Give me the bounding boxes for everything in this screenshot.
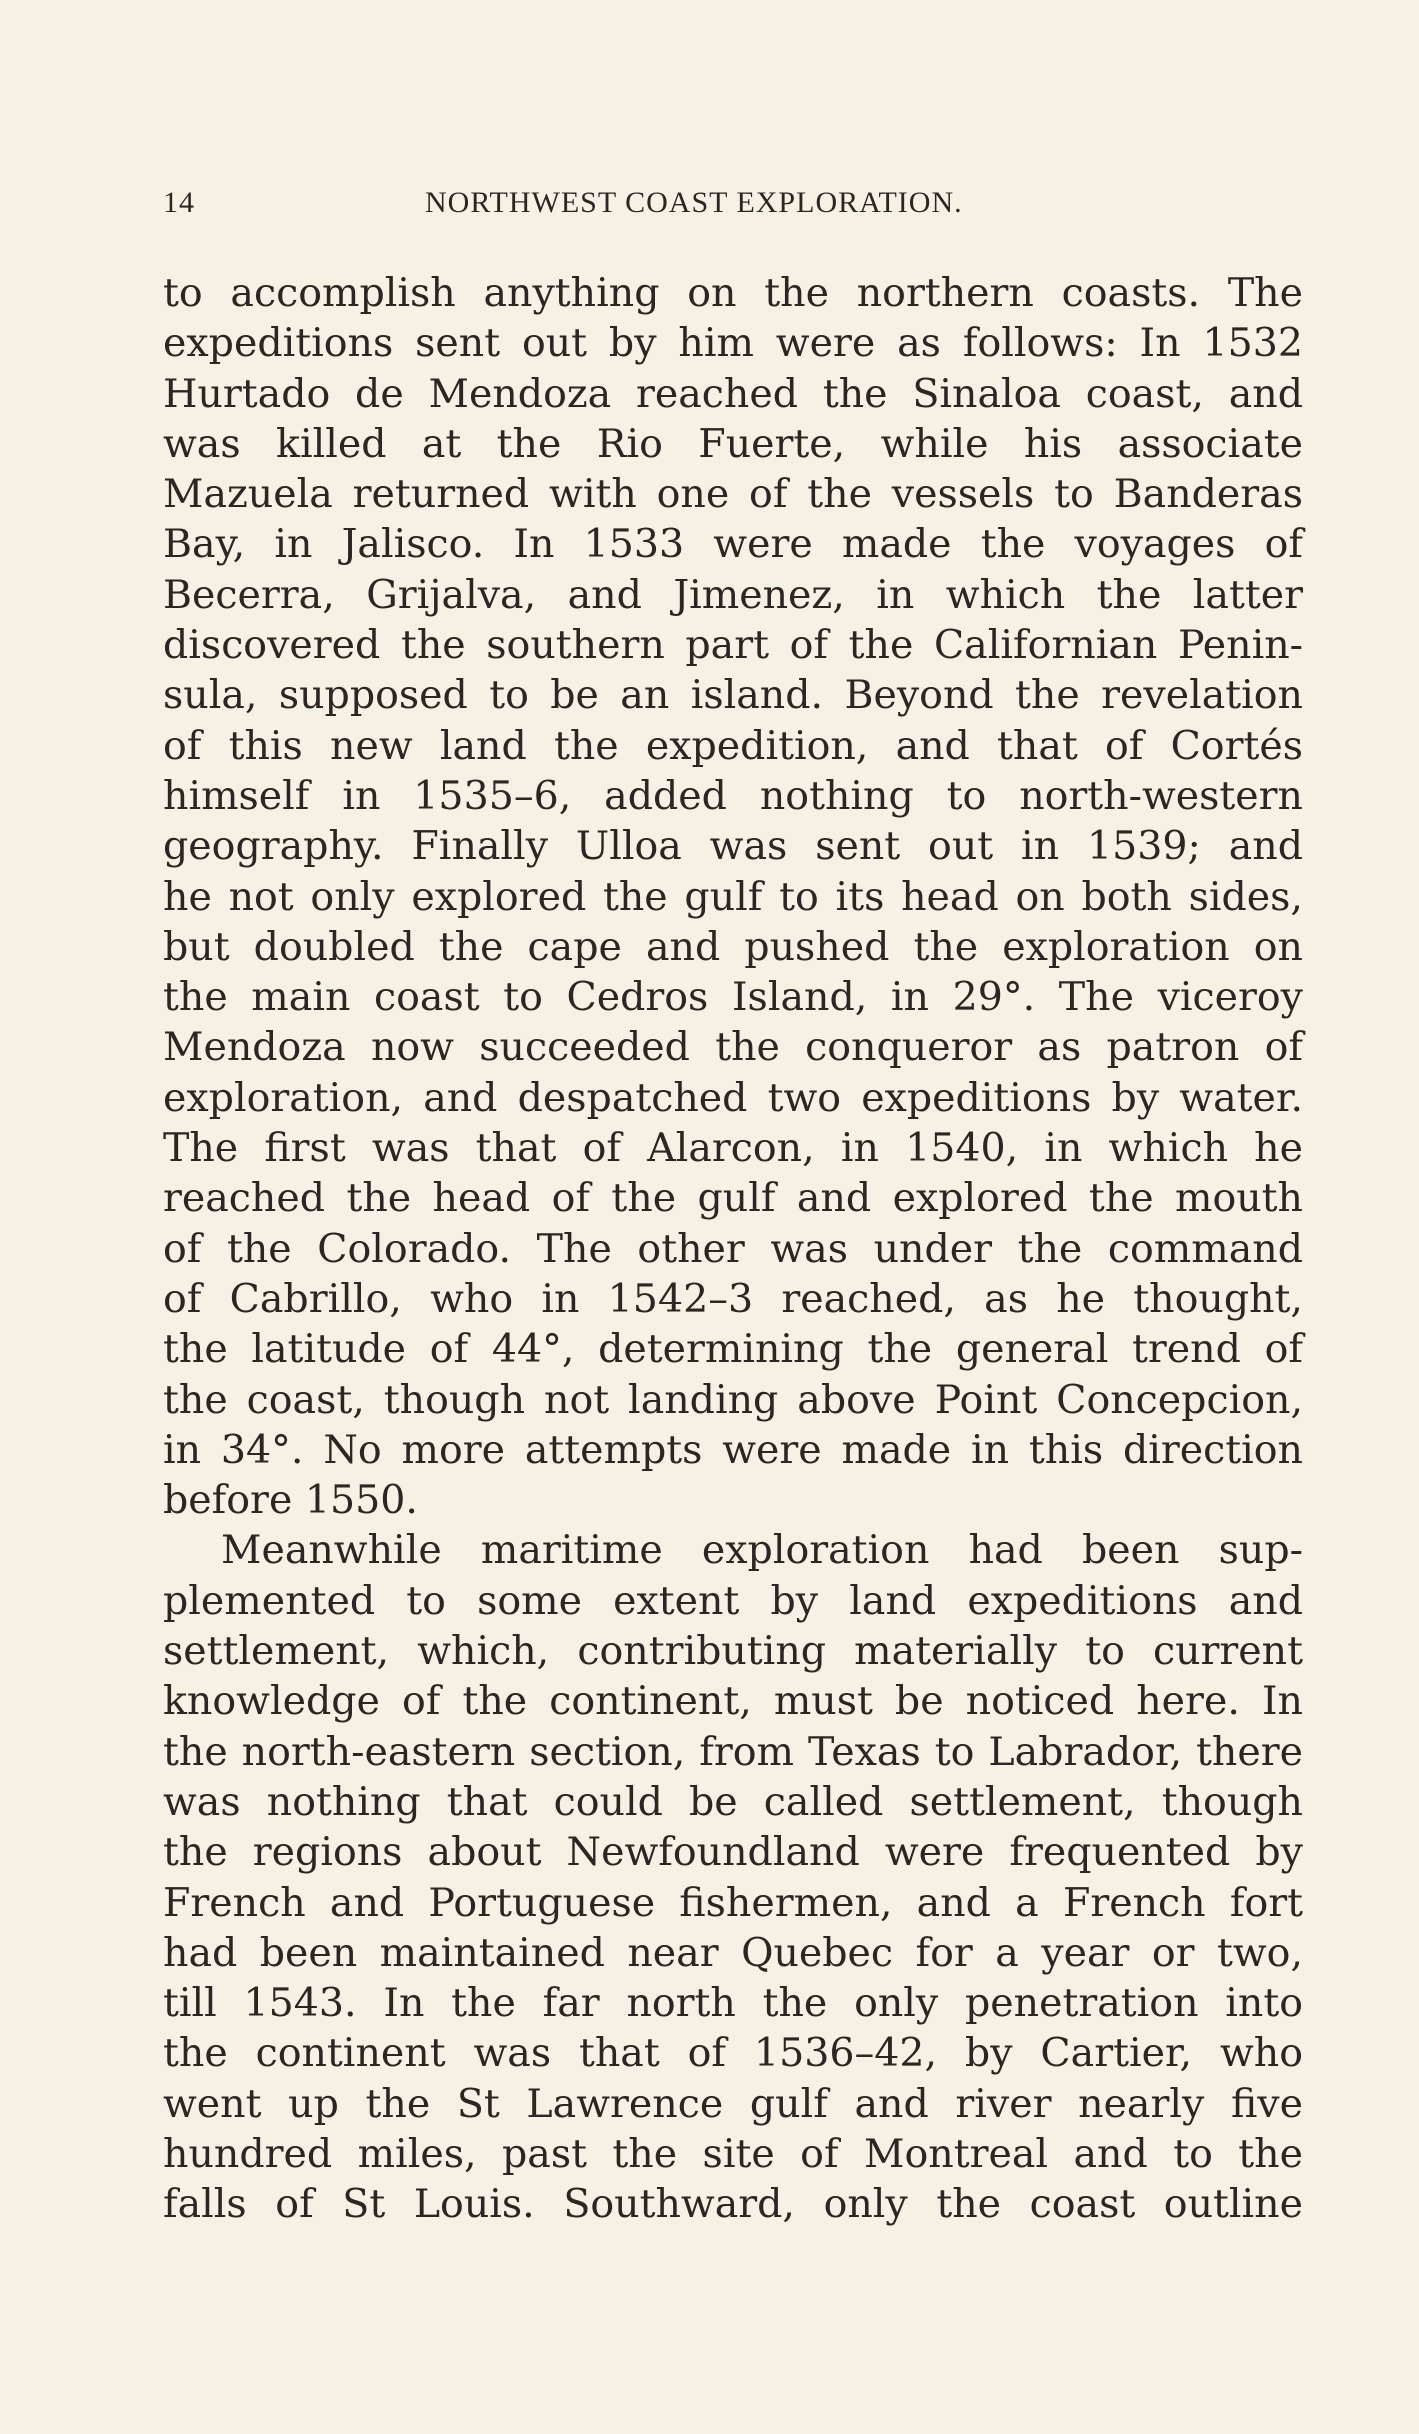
text-line: the north-eastern section, from Texas to Labrador, there (163, 1728, 1303, 1775)
body-text (163, 268, 1303, 2230)
running-head (163, 186, 1303, 226)
text-line: Mendoza now succeeded the conqueror as patron of (163, 1024, 1303, 1071)
text-line: Hurtado de Mendoza reached the Sinaloa coast, and (163, 370, 1303, 417)
text-line: himself in 1535–6, added nothing to north-western (163, 772, 1303, 819)
text-line: the regions about Newfoundland were frequented by (163, 1829, 1303, 1876)
text-line: was killed at the Rio Fuerte, while his associate (163, 420, 1303, 467)
text-line: of Cabrillo, who in 1542–3 reached, as he thought, (163, 1275, 1303, 1322)
text-line: Bay, in Jalisco. In 1533 were made the voyages of (163, 521, 1303, 568)
text-line: had been maintained near Quebec for a year or two, (163, 1929, 1303, 1976)
text-line: in 34°. No more attempts were made in this direction (163, 1426, 1303, 1473)
text-line: Mazuela returned with one of the vessels to Banderas (163, 471, 1303, 518)
text-line: Becerra, Grijalva, and Jimenez, in which the latter (163, 571, 1303, 618)
text-line: The first was that of Alarcon, in 1540, in which he (163, 1125, 1303, 1172)
text-line: French and Portuguese fishermen, and a French fort (163, 1879, 1303, 1926)
text-line: the latitude of 44°, determining the general trend of (163, 1326, 1303, 1373)
text-line: of the Colorado. The other was under the command (163, 1225, 1303, 1272)
text-line: geography. Finally Ulloa was sent out in 1539; and (163, 823, 1303, 870)
text-line: discovered the southern part of the Californian Penin- (163, 622, 1303, 669)
text-line: settlement, which, contributing materially to current (163, 1628, 1303, 1675)
text-line: hundred miles, past the site of Montreal and to the (163, 2130, 1303, 2177)
text-line: sula, supposed to be an island. Beyond the revelation (163, 672, 1303, 719)
text-line: falls of St Louis. Southward, only the coast outline (163, 2181, 1303, 2228)
text-line: knowledge of the continent, must be noticed here. In (163, 1678, 1303, 1725)
text-line: before 1550. (163, 1477, 418, 1524)
text-line: but doubled the cape and pushed the exploration on (163, 923, 1303, 970)
running-title: NORTHWEST COAST EXPLORATION. (425, 186, 963, 219)
text-line: the main coast to Cedros Island, in 29°. The viceroy (163, 974, 1303, 1021)
text-line: the coast, though not landing above Point Concepcion, (163, 1376, 1303, 1423)
text-line: till 1543. In the far north the only penetration into (163, 1980, 1303, 2027)
text-line: went up the St Lawrence gulf and river nearly five (163, 2080, 1303, 2127)
text-line: was nothing that could be called settlement, though (163, 1778, 1303, 1825)
text-line: plemented to some extent by land expeditions and (163, 1577, 1303, 1624)
paragraph-start-line: Meanwhile maritime exploration had been sup- (221, 1527, 1303, 1574)
text-line: of this new land the expedition, and that of Cortés (163, 722, 1303, 769)
text-line: reached the head of the gulf and explored the mouth (163, 1175, 1303, 1222)
text-line: expeditions sent out by him were as follows: In 1532 (163, 320, 1303, 367)
text-line: exploration, and despatched two expeditions by water. (163, 1074, 1303, 1121)
text-line: the continent was that of 1536–42, by Cartier, who (163, 2030, 1303, 2077)
text-line: he not only explored the gulf to its head on both sides, (163, 873, 1303, 920)
page-number: 14 (163, 186, 195, 219)
text-line: to accomplish anything on the northern coasts. The (163, 270, 1303, 316)
